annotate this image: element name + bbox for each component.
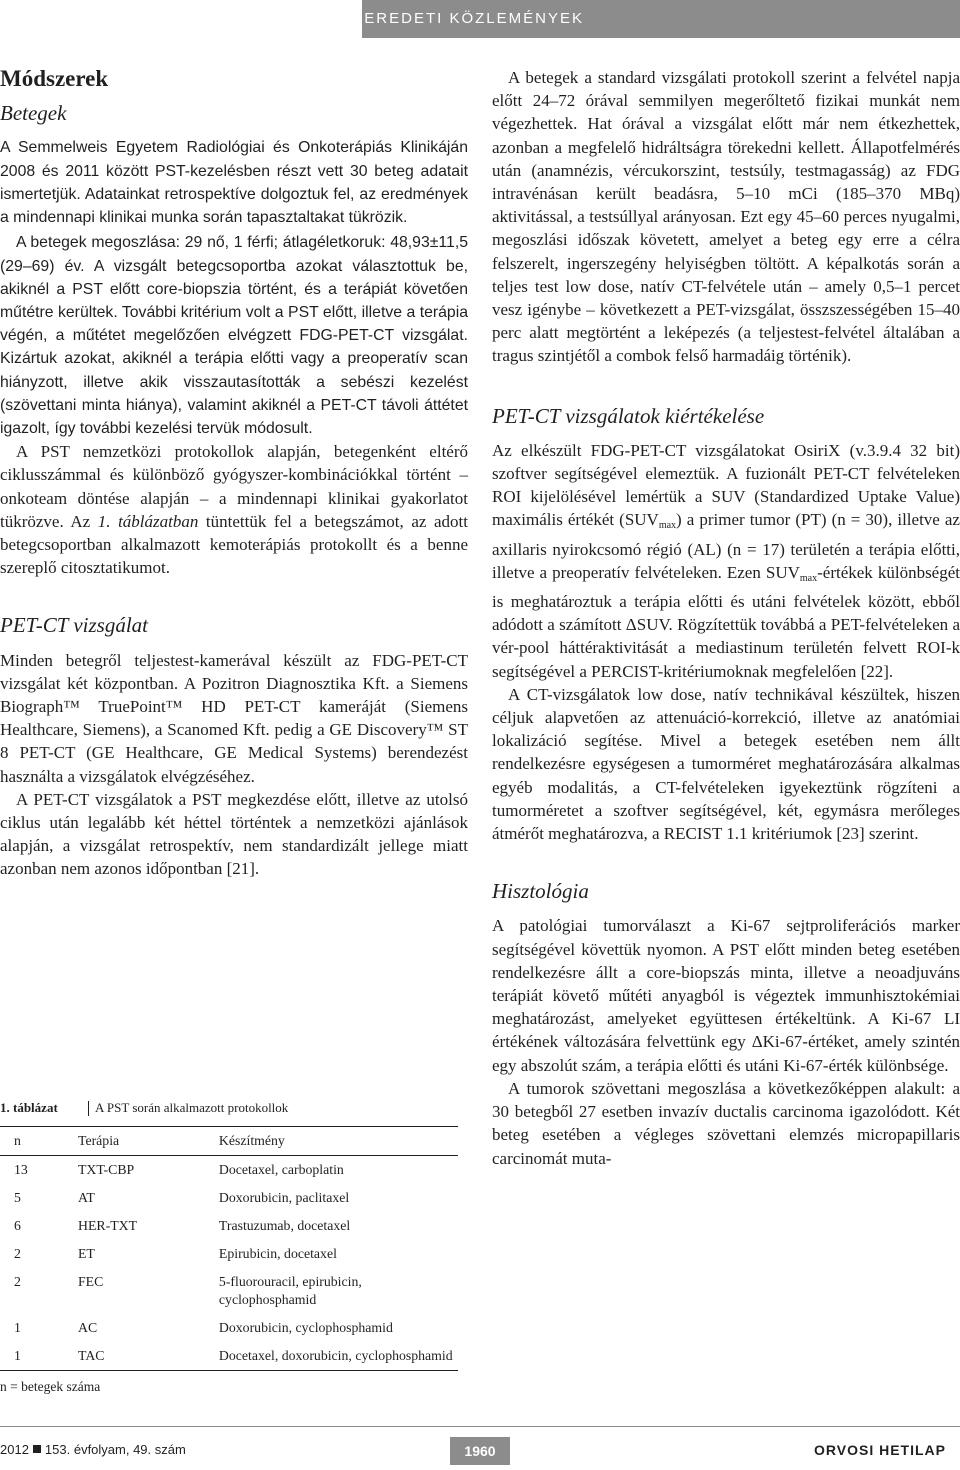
table-row: 2 FEC 5-fluorouracil, epirubicin, cyclophosphamid bbox=[14, 1274, 362, 1307]
paragraph-petct-timing: A PET-CT vizsgálatok a PST megkezdése előtt, illetve az utolsó ciklus után legalább két héttel történtek a nemzetközi ajánlások alapján, a vizsgálat retrospektív, nem standardizált jellege miatt azonban nem azonos időpontban [21]. bbox=[0, 789, 468, 879]
table-caption bbox=[0, 1100, 458, 1116]
protocol-table-block bbox=[0, 1100, 458, 1395]
footer-volume: 153. évfolyam, 49. szám bbox=[44, 1442, 186, 1457]
table-row: 1 AC Doxorubicin, cyclophosphamid bbox=[14, 1320, 393, 1335]
paragraph-evaluation: Az elkészült FDG-PET-CT vizsgálatokat OsiriX (v.3.9.4 32 bit) szoftver segítségével elemeztük. A fuzionált PET-CT felvételeken ROI kijelölésével lemértük a SUV (Standardized Uptake Value) maximális értékét $(SUV_{max})$ a primer tumor (PT) (n = 30), illetve az axillaris nyirokcsomó régió (AL) (n = 17) területén a terápia előtti, illetve a preoperatív felvételeken. Ezen $SUV_{max}$-értékek különbségét is meghatároztuk a terápia előtti és utáni felvételek között, ebből adódott a számított ΔSUV. Rögzítettük továbbá a PET-felvételeken a vér-pool háttéraktivitását a mediastinum területén felvett ROI-k segítségével a PERCIST-kritériumoknak megfelelően [22]. bbox=[492, 440, 960, 681]
table-footnote: n = betegek száma bbox=[0, 1379, 101, 1394]
journal-name: ORVOSI HETILAP bbox=[814, 1442, 946, 1458]
header-drug: Készítmény bbox=[219, 1127, 458, 1156]
page-number: 1960 bbox=[450, 1437, 510, 1465]
protocol-table bbox=[0, 1126, 458, 1371]
header-therapy: Terápia bbox=[78, 1127, 219, 1156]
heading-histology: Hisztológia bbox=[492, 879, 589, 904]
section-header-label: EREDETI KÖZLEMÉNYEK bbox=[364, 10, 584, 27]
table-row: 6 HER-TXT Trastuzumab, docetaxel bbox=[14, 1218, 351, 1233]
footer-divider bbox=[0, 1426, 960, 1427]
paragraph-histology-ki67: A patológiai tumorválaszt a Ki-67 sejtproliferációs marker segítségével követtük nyomon. A PST előtt minden beteg esetében rendelkezésre állt a core-biopszás minta, illetve a neoadjuváns terápiát követő műtéti anyagból is végeztek immunhisztokémiai meghatározást, amelyeket együttesen értékeltünk. A Ki-67 LI értékének változására felvettünk egy ΔKi-67-értéket, amely szintén egy abszolút szám, a terápia előtti és utáni Ki-67-érték különbsége. bbox=[492, 916, 960, 1075]
heading-petct-evaluation: PET-CT vizsgálatok kiértékelése bbox=[492, 403, 765, 428]
table-row: 5 AT Doxorubicin, paclitaxel bbox=[14, 1190, 350, 1205]
section-header-bar bbox=[362, 0, 960, 38]
paragraph-histology-distribution: A tumorok szövettani megoszlása a következőképpen alakult: a 30 betegből 27 esetben invazív ductalis carcinoma igazolódott. Két beteg esetében a végleges szövettani elemzés micropapillaris carcinomát muta- bbox=[492, 1078, 960, 1168]
heading-methods: Módszerek bbox=[0, 66, 109, 91]
paragraph-petct-equipment: Minden betegről teljestest-kamerával készült az FDG-PET-CT vizsgálat két központban. A Pozitron Diagnosztika Kft. a Siemens Biograph™ TruePoint™ HD PET-CT kameráját (Siemens Healthcare, Siemens), a Scanomed Kft. pedig a GE Discovery™ ST 8 PET-CT (GE Healthcare, GE Medical Systems) berendezést használta a vizsgálatok elvégzéséhez. bbox=[0, 650, 468, 786]
paragraph-patients-intro: A Semmelweis Egyetem Radiológiai és Onkoterápiás Klinikáján 2008 és 2011 között PST-kezelésben részt vett 30 beteg adatait ismertetjük. Adatainkat retrospektíve dolgoztuk fel, az eredmények a mindennapi klinikai munka során tapasztaltakat tükrözik. bbox=[0, 139, 468, 227]
square-bullet-icon bbox=[33, 1445, 41, 1453]
paragraph-patient-prep: A betegek a standard vizsgálati protokoll szerint a felvétel napja előtt 24–72 órával semmilyen megerőltető fizikai munkát nem végezhettek. Hat órával a vizsgálat előtt már nem étkezhettek, azonban a megfelelő hidráltságra törekedni kellett. Állapotfelmérés után (anamnézis, vércukorszint, testsúly, testmagasság) az FDG intravénásan került beadásra, 5–10 mCi (185–370 MBq) aktivitással, a testsúllyal arányosan. Ezt egy 45–60 perces nyugalmi, megoszlási időszak követett, amelyet a beteg egy erre a célra felszerelt, ingerszegény helyiségben töltött. A képalkotás során a teljes test low dose, natív CT-felvétele után – amely 0,5–1 percet vesz igénybe – következett a PET-vizsgálat, összszességében 15–40 perc alatt megtörtént a leképezés (a teljestest-felvétel általában a tragus szintjétől a combok felső harmadáig történik). bbox=[492, 68, 960, 366]
right-column bbox=[492, 66, 960, 1170]
paragraph-protocols: A PST nemzetközi protokollok alapján, betegenként eltérő ciklusszámmal és különböző gyógyszer-kombinációkkal történt – onkoteam döntése alapján – a mindennapi klinikai gyakorlatot tükrözve. Az 1. táblázatban tüntettük fel a betegszámot, az adott betegcsoportban alkalmazott kemoterápiás protokollt és a benne szereplő citosztatikumot. bbox=[0, 442, 468, 578]
table-title: A PST során alkalmazott protokollok bbox=[95, 1100, 289, 1115]
table-row: 13 TXT-CBP Docetaxel, carboplatin bbox=[14, 1162, 344, 1177]
left-column bbox=[0, 58, 468, 881]
paragraph-patients-criteria: A betegek megoszlása: 29 nő, 1 férfi; átlagéletkoruk: 48,93±11,5 (29–69) év. A vizsgált betegcsoportba azokat választottuk be, akiknél a PST előtt core-biopszia történt, és a terápiát követően műtétre kerültek. További kritérium volt a PST előtt, illetve a terápia végén, a műtétet megelőzően elvégzett FDG-PET-CT vizsgálat. Kizártuk azokat, akiknél a terápia előtti vagy a preoperatív scan hiányzott, illetve akik visszautasították a sebészi kezelést (szövettani minta hiánya), valamint akiknél a PET-CT távoli áttétet igazolt, így további kezelési tervük módosult. bbox=[0, 234, 468, 437]
caption-divider bbox=[88, 1101, 89, 1116]
heading-patients: Betegek bbox=[0, 101, 67, 126]
table-row: 2 ET Epirubicin, docetaxel bbox=[14, 1246, 337, 1261]
paragraph-ct: A CT-vizsgálatok low dose, natív technikával készültek, hiszen céljuk alapvetően az attenuáció-korrekció, illetve az anatómiai lokalizáció segítése. Mivel a betegek esetében nem állt rendelkezésre egységesen a tumorméret meghatározására alkalmas egyéb modalitás, a CT-felvételeken igyekeztünk rögzíteni a tumorméretet a szoftver segítségével, két, egymásra merőleges átmérőt meghatározva, a RECIST 1.1 kritériumok [23] szerint. bbox=[492, 684, 960, 844]
header-n: n bbox=[0, 1127, 78, 1156]
heading-petct: PET-CT vizsgálat bbox=[0, 613, 148, 638]
table-reference: 1. táblázatban bbox=[97, 511, 199, 531]
table-row: 1 TAC Docetaxel, doxorubicin, cyclophosphamid bbox=[0, 1342, 458, 1371]
footer-citation bbox=[0, 1442, 186, 1457]
table-header-row bbox=[0, 1127, 458, 1156]
footer-year: 2012 bbox=[0, 1442, 29, 1457]
table-number: 1. táblázat bbox=[0, 1100, 58, 1115]
